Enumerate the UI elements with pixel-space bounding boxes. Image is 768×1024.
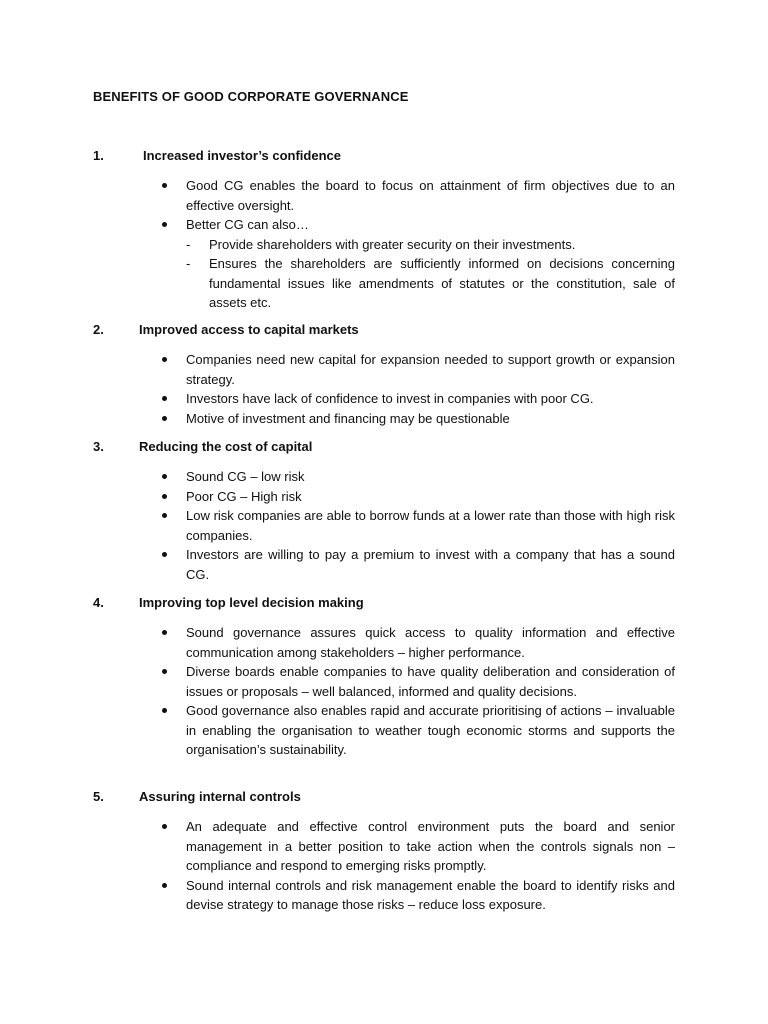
- dash-list: [186, 235, 675, 313]
- bullet-text: Poor CG – High risk: [186, 488, 302, 504]
- list-item: [186, 409, 675, 429]
- bullet-list: [186, 350, 675, 428]
- bullet-icon: [162, 396, 167, 401]
- section-5: [93, 788, 675, 915]
- section-title: Increased investor’s confidence: [143, 148, 341, 163]
- list-item: [186, 215, 675, 313]
- list-item: [186, 701, 675, 760]
- section-number: 3.: [93, 439, 104, 454]
- bullet-text: Companies need new capital for expansion needed to support growth or expansion strategy.: [186, 352, 675, 387]
- bullet-icon: [162, 513, 167, 518]
- section-title: Assuring internal controls: [139, 789, 301, 804]
- section-number: 1.: [93, 148, 104, 163]
- bullet-text: Good governance also enables rapid and accurate prioritising of actions – invaluable in enabling the organisation to weather tough economic storms and supports the organisation’s sustainability.: [186, 703, 675, 757]
- list-item: [186, 817, 675, 876]
- bullet-icon: [162, 824, 167, 829]
- bullet-icon: [162, 669, 167, 674]
- dash-list-item: [186, 254, 675, 313]
- dash-text: Ensures the shareholders are sufficiently informed on decisions concerning fundamental issues like amendments of statutes or the constitution, sale of assets etc.: [209, 256, 675, 310]
- list-item: [186, 467, 675, 487]
- bullet-list: [186, 817, 675, 915]
- dash-list-item: [186, 235, 675, 255]
- list-item: [186, 662, 675, 701]
- section-heading: [93, 788, 675, 806]
- section-title: Improving top level decision making: [139, 595, 364, 610]
- bullet-text: Sound CG – low risk: [186, 469, 305, 484]
- dash-marker: -: [186, 236, 191, 252]
- section-heading: [93, 147, 675, 165]
- bullet-text: Diverse boards enable companies to have quality deliberation and consideration of issues or proposals – well balanced, informed and quality decisions.: [186, 664, 675, 699]
- bullet-text: Sound governance assures quick access to quality information and effective communication among stakeholders – higher performance.: [186, 625, 675, 660]
- bullet-icon: [162, 183, 167, 188]
- list-item: [186, 176, 675, 215]
- list-item: [186, 876, 675, 915]
- bullet-icon: [162, 552, 167, 557]
- bullet-icon: [162, 474, 167, 479]
- bullet-text: Investors have lack of confidence to invest in companies with poor CG.: [186, 391, 594, 406]
- dash-text: Provide shareholders with greater security on their investments.: [209, 236, 576, 252]
- dash-marker: -: [186, 256, 191, 271]
- list-item: [186, 506, 675, 545]
- section-heading: [93, 321, 675, 339]
- bullet-icon: [162, 494, 167, 499]
- bullet-icon: [162, 708, 167, 713]
- bullet-text: Sound internal controls and risk management enable the board to identify risks and devise strategy to manage those risks – reduce loss exposure.: [186, 877, 675, 912]
- bullet-text: Better CG can also…: [186, 217, 309, 232]
- bullet-icon: [162, 416, 167, 421]
- bullet-text: Investors are willing to pay a premium to invest with a company that has a sound CG.: [186, 547, 675, 582]
- section-number: 2.: [93, 322, 104, 337]
- section-title: Reducing the cost of capital: [139, 439, 313, 454]
- section-title: Improved access to capital markets: [139, 322, 359, 337]
- bullet-icon: [162, 630, 167, 635]
- bullet-text: Low risk companies are able to borrow funds at a lower rate than those with high risk companies.: [186, 508, 675, 543]
- section-number: 5.: [93, 789, 104, 804]
- section-4: [93, 594, 675, 760]
- section-heading: [93, 594, 675, 612]
- bullet-icon: [162, 357, 167, 362]
- list-item: [186, 389, 675, 409]
- list-item: [186, 545, 675, 584]
- list-item: [186, 487, 675, 507]
- list-item: [186, 350, 675, 389]
- bullet-text: Motive of investment and financing may be questionable: [186, 410, 510, 426]
- section-1: [93, 147, 675, 313]
- bullet-text: Good CG enables the board to focus on attainment of firm objectives due to an effective oversight.: [186, 178, 675, 213]
- section-heading: [93, 438, 675, 456]
- document-title: BENEFITS OF GOOD CORPORATE GOVERNANCE: [93, 89, 409, 104]
- bullet-text: An adequate and effective control environment puts the board and senior management in a better position to take action when the controls signals non – compliance and respond to emerging risks promptly.: [186, 819, 675, 873]
- bullet-list: [186, 467, 675, 584]
- section-number: 4.: [93, 595, 104, 610]
- bullet-icon: [162, 222, 167, 227]
- bullet-list: [186, 623, 675, 760]
- section-2: [93, 321, 675, 428]
- bullet-icon: [162, 883, 167, 888]
- section-3: [93, 438, 675, 584]
- list-item: [186, 623, 675, 662]
- bullet-list: [186, 176, 675, 313]
